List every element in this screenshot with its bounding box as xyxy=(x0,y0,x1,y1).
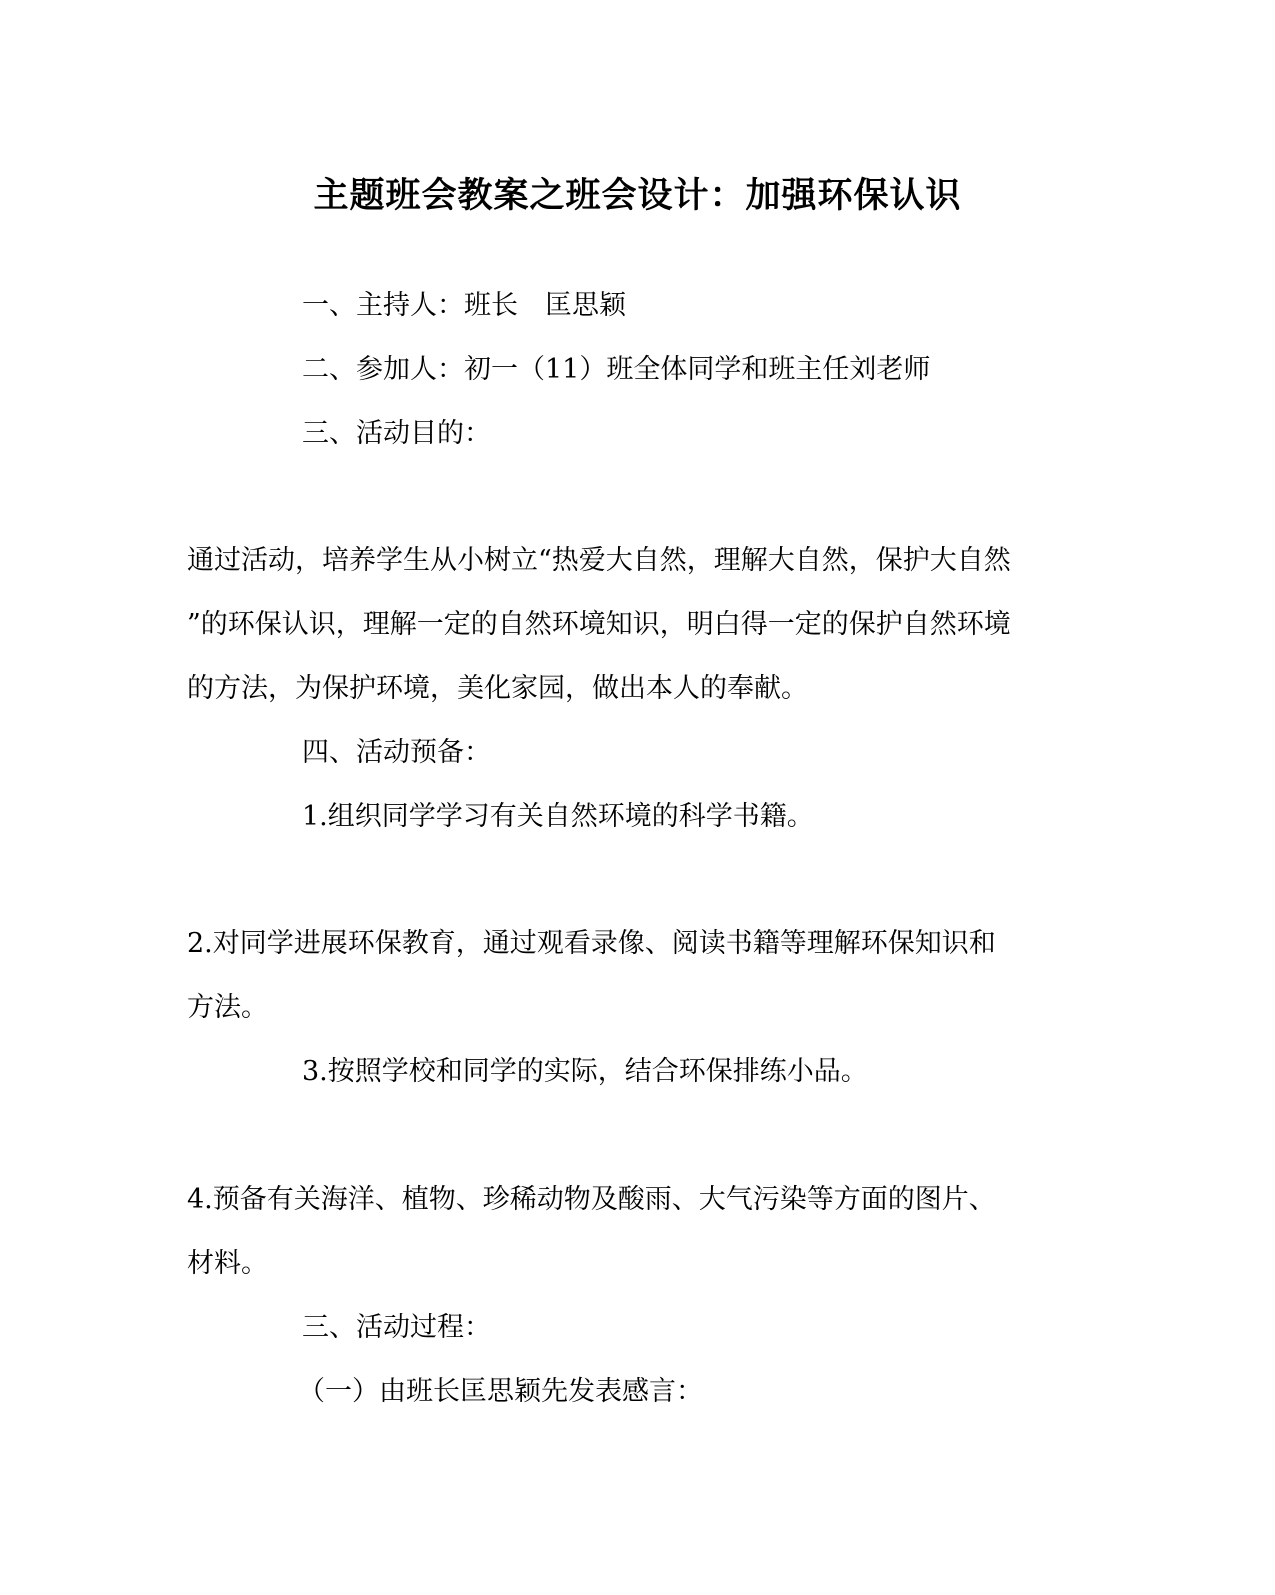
preparation-item-2-line-1: 2.对同学进展环保教育，通过观看录像、阅读书籍等理解环保知识和 xyxy=(187,928,996,959)
preparation-item-3: 3.按照学校和同学的实际，结合环保排练小品。 xyxy=(302,1056,868,1087)
purpose-paragraph-line-3: 的方法，为保护环境，美化家园，做出本人的奉献。 xyxy=(187,673,808,704)
process-step-1: （一）由班长匡思颖先发表感言： xyxy=(298,1376,703,1407)
host-line: 一、主持人：班长 匡思颖 xyxy=(302,290,626,321)
preparation-item-4-line-2: 材料。 xyxy=(187,1248,268,1279)
preparation-heading: 四、活动预备： xyxy=(302,737,491,768)
purpose-heading: 三、活动目的： xyxy=(302,418,491,449)
purpose-paragraph-line-2: ”的环保认识，理解一定的自然环境知识，明白得一定的保护自然环境 xyxy=(187,609,1011,640)
purpose-paragraph-line-1: 通过活动，培养学生从小树立“热爱大自然，理解大自然，保护大自然 xyxy=(187,545,1011,576)
process-heading: 三、活动过程： xyxy=(302,1312,491,1343)
preparation-item-2-line-2: 方法。 xyxy=(187,992,268,1023)
document-title: 主题班会教案之班会设计：加强环保认识 xyxy=(313,176,962,216)
participants-line: 二、参加人：初一（11）班全体同学和班主任刘老师 xyxy=(302,354,931,385)
preparation-item-1: 1.组织同学学习有关自然环境的科学书籍。 xyxy=(302,801,814,832)
preparation-item-4-line-1: 4.预备有关海洋、植物、珍稀动物及酸雨、大气污染等方面的图片、 xyxy=(187,1184,996,1215)
